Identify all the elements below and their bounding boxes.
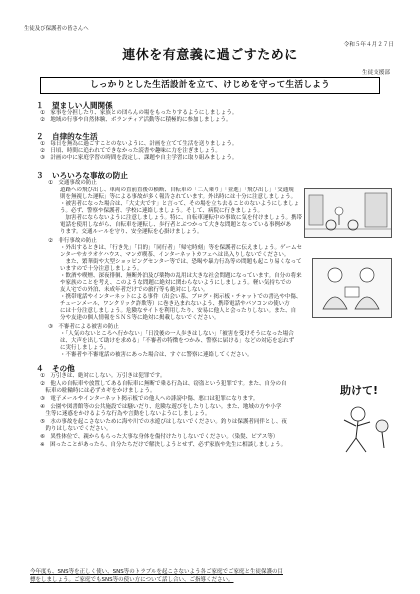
text-line: に実行しましょう。 [60,345,110,351]
people-illustration [312,258,392,318]
list-item: ① 家事を分担したり、家族との団らんの場をもったりするようにしましょう。 [40,110,238,116]
running-child-icon [330,380,396,458]
text-line: チェーンメール、ワンクリック詐欺等）に巻き込まれないよう、携帯電話やパソコンの使い方 [60,301,290,307]
text-line: また、繁華街や大型ショッピングセンター等では、恐喝や暴力行為等の問題も起こり易くなって [60,259,302,265]
text-line: 加害者にならないように注意しましょう。特に、自転車運転中の事故に気を付けましょう。携帯 [60,215,303,221]
list-item: 転車の駐輪時には必ずカギをかけましょう。 [40,388,156,394]
subsection-traffic: ① 交通事故の防止 [48,180,97,186]
list-item: ⑥ 異性体位で、親からもらった大事な身体を傷付けたりしないでください。（染髪、ピアス等） [40,434,279,440]
section-number: ２ [36,132,44,141]
section-title: 望ましい人間関係 [52,101,113,110]
text-line: ・飲酒や喫煙、深夜徘徊、無断外泊及び薬物の乱用は大きな社会問題になっています。自分の将来 [60,273,302,279]
text-line: ンターやカラオケハウス、マンガ喫茶、インターネットカフェへは出入りしないでください。 [60,252,290,258]
text-line: ・携帯電話やインターネットによる事件（出会い系、ブログ・掲示板・チャットでの書込や中傷、 [60,294,302,300]
text-line: 則を無視した運転」等による事故が多く報告されています。外出時には十分に注意しましょう。 [60,194,297,200]
list-item: ② 日頃、時間に追われてできなかった読書や趣味に力を注ぎましょう。 [40,148,221,154]
addressee: 生徒及び保護者の皆さんへ [24,26,89,32]
text-line: は、大声を出して助けを求める」「不審者の特徴をつかみ、警察に届ける」などの対応を忘れず [60,338,295,344]
list-item: ⑤ 水の事故を起こさないために海や川での水遊びはしないでください。釣りは保護者同伴とし、夜 [40,419,287,425]
text-line: ・外出するときは、「行き先」「目的」「同行者」「帰宅時刻」等を保護者に伝えましょう。ゲームセ [60,245,303,251]
subsection-delinquency: ② 非行事故の防止 [48,238,97,244]
text-line: 電話を使用しながら、自転車を運転し、歩行者とぶつかって大きな問題となっている事例があ [60,222,292,228]
list-item: ※ 困ったことがあったら、自分たちだけで解決しようとせず、必ず家族や先生に相談しましょう。 [40,442,287,448]
issue-date: 令和５年４月２７日 [343,42,394,48]
list-item: 生等に迷惑をかけるような行為や言動をしないようにしましょう。 [40,411,211,417]
list-item: ① 毎日を無為に過ごすことのないように、計画を立てて生活を送りましょう。 [40,141,238,147]
footer-note-line-2: 標をしましょう。ご家庭でもSNS等の使い方について話し合い、ご指導ください。 [30,577,234,583]
text-line: ります。交通ルールを守り、安全運転を心掛けましょう。 [60,229,203,235]
text-line: ・「人気のないところへ行かない」「日没後の一人歩きはしない」「被害を受けそうになった場合 [60,331,294,337]
text-line: いますので十分注意しましょう。 [60,266,143,272]
slogan-banner: しっかりとした生活設計を立て、けじめを守って生活しよう [40,77,380,94]
text-line: 道路への飛び出し、車両の直前直後の横断、自転車の「二人乗り」「並進」「飛び出し」「交通規 [60,187,294,193]
section-title: いろいろな事故の防止 [52,171,128,180]
list-item: ② 地域の行事や自然体験、ボランティア活動等に積極的に参加しましょう。 [40,117,232,123]
text-line: う。必ず、警察や保護者、学校に連絡しましょう。そして、病院に行きましょう。 [60,208,263,214]
issuer: 生徒支援部 [362,70,390,76]
help-speech-text: 助けて! [340,384,379,397]
list-item: ① 万引きは、絶対にしない。万引きは犯罪です。 [40,373,166,379]
text-line: ・被害者になった場合は、「大丈夫です」と言って、その場を立ち去ることのないようにしましょ [60,201,300,207]
list-item: ③ 計画の中に家庭学習の時間を設定し、課題や自主学習に取り組みましょう。 [40,155,238,161]
text-line: には十分注意しましょう。危険なサイトを利用したり、安易に他人と会ったりしない。また、自 [60,308,297,314]
text-line: 分や友達の個人情報をＳＮＳ等に絶対に掲載しないでください。 [60,315,220,321]
text-line: ・不審者や不審電話の被害にあった場合は、すぐに警察に連絡してください。 [60,352,253,358]
section-title: 自律的な生活 [52,132,98,141]
people-scene-icon [313,259,391,317]
subsection-suspicious: ③ 不審者による被害の防止 [48,324,119,330]
page-title: 連休を有意義に過ごすために [122,48,298,63]
footer-note-line-1: 今年度も、SNS等を正しく使い、SNS等のトラブルを起こさないよう各ご家庭でご家庭と生徒保護の目 [30,569,283,575]
list-item: ④ 公園や図書館等の公共施設では騒いだり、危険な遊びをしたりしない。また、地域の方や小学 [40,404,282,410]
text-line: や家族のことを考え、このような問題に絶対に関わらないようにしましょう。軽い気持ちでの [60,280,292,286]
list-item: 釣りはしないでください。 [40,426,112,432]
list-item: ② 他人の自転車や放置してある自転車に無断で乗る行為は、窃盗という犯罪です。また、自分の自 [40,381,287,387]
traffic-scene-icon [305,189,391,237]
traffic-illustration [304,188,392,238]
section-number: １ [36,101,44,110]
text-line: 友人宅での外泊、未成年者だけでの旅行等も絶対にしない。 [60,287,209,293]
section-number: ４ [36,364,44,373]
help-illustration [330,380,396,458]
list-item: ③ 電子メールやインターネット掲示板での他人への誹謗中傷、悪口は犯罪になります。 [40,396,259,402]
footer-note [30,568,283,584]
section-title: その他 [52,364,75,373]
section-number: ３ [36,171,44,180]
